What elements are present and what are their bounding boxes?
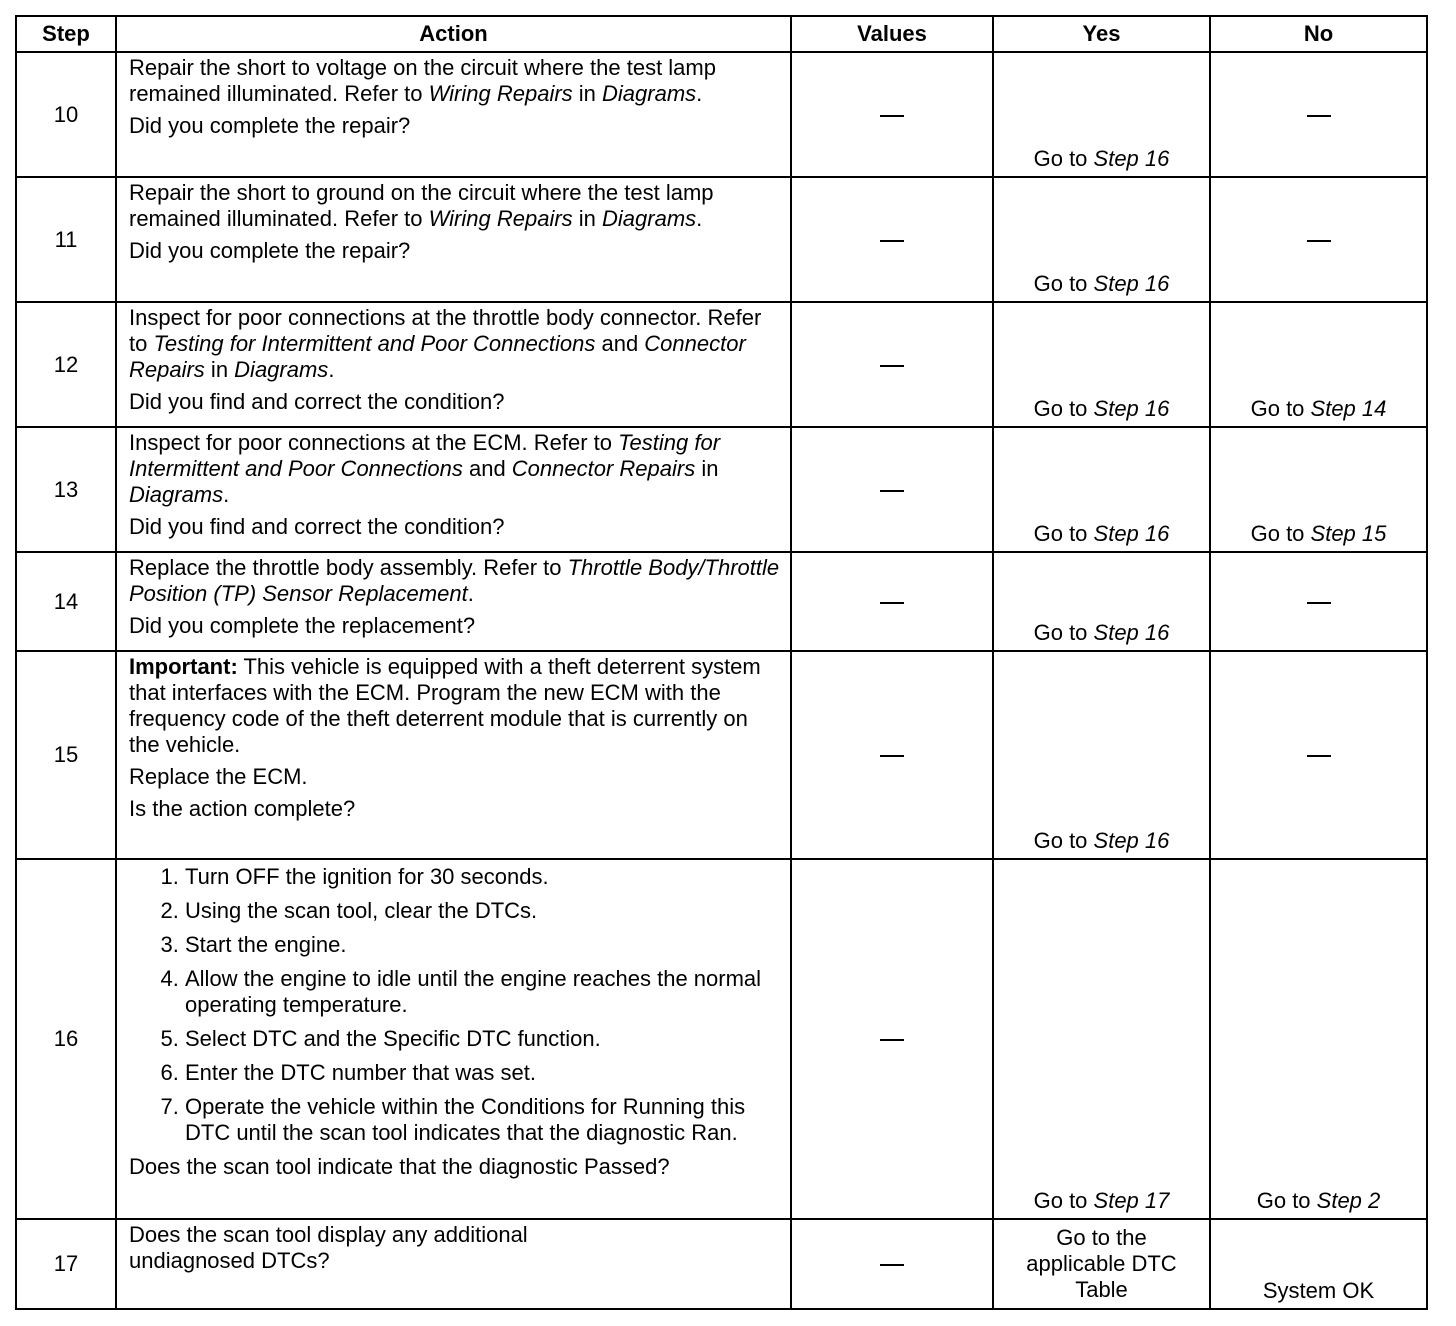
dash-mark (880, 602, 904, 604)
no-cell (1210, 552, 1427, 651)
yes-cell: Go to Step 16 (993, 651, 1210, 859)
action-question: Did you complete the repair? (129, 238, 411, 263)
values-cell (791, 859, 993, 1219)
dash-mark (1307, 115, 1331, 117)
step-number: 10 (16, 52, 116, 177)
action-cell (116, 651, 791, 859)
no-cell: Go to Step 14 (1210, 302, 1427, 427)
table-row-step-10 (16, 52, 1427, 177)
step-number: 17 (16, 1219, 116, 1309)
yes-cell: Go to Step 17 (993, 859, 1210, 1219)
action-cell (116, 302, 791, 427)
header-step: Step (16, 16, 116, 52)
list-item: 4. Allow the engine to idle until the engine reaches the normal operating temperature. (185, 966, 780, 1018)
no-cell: Go to Step 15 (1210, 427, 1427, 552)
action-text: Replace the throttle body assembly. Refer to Throttle Body/Throttle Position (TP) Sensor Replacement. (129, 555, 780, 606)
table-row-step-16 (16, 859, 1427, 1219)
values-cell (791, 177, 993, 302)
header-no: No (1210, 16, 1427, 52)
action-text: Repair the short to ground on the circuit where the test lamp remained illuminated. Refer to Wiring Repairs in Diagrams. (129, 180, 714, 231)
values-cell (791, 427, 993, 552)
step-number: 14 (16, 552, 116, 651)
important-note: Important: This vehicle is equipped with a theft deterrent system that interfaces with the ECM. Program the new ECM with the frequency code of the theft deterrent module that is currently on the vehicle. (129, 654, 761, 757)
important-label: Important: (129, 654, 238, 679)
no-cell (1210, 52, 1427, 177)
no-cell: Go to Step 2 (1210, 859, 1427, 1219)
step-number: 13 (16, 427, 116, 552)
action-cell (116, 1219, 791, 1309)
list-item: 5. Select DTC and the Specific DTC function. (185, 1026, 780, 1052)
action-question: Did you complete the repair? (129, 113, 411, 138)
action-question: Did you complete the replacement? (129, 613, 476, 638)
dash-mark (880, 1264, 904, 1266)
values-cell (791, 52, 993, 177)
table-row-step-12 (16, 302, 1427, 427)
yes-cell: Go to Step 16 (993, 52, 1210, 177)
dash-mark (1307, 602, 1331, 604)
yes-cell: Go to Step 16 (993, 177, 1210, 302)
values-cell (791, 552, 993, 651)
header-yes: Yes (993, 16, 1210, 52)
action-question: Is the action complete? (129, 796, 356, 821)
dash-mark (1307, 755, 1331, 757)
no-cell: System OK (1210, 1219, 1427, 1309)
dash-mark (880, 115, 904, 117)
step-number: 11 (16, 177, 116, 302)
no-cell (1210, 651, 1427, 859)
yes-cell: Go to the applicable DTC Table (993, 1219, 1210, 1309)
table-row-step-11 (16, 177, 1427, 302)
dash-mark (880, 755, 904, 757)
list-item: 6. Enter the DTC number that was set. (185, 1060, 780, 1086)
action-cell (116, 52, 791, 177)
step-number: 15 (16, 651, 116, 859)
action-cell (116, 427, 791, 552)
no-cell (1210, 177, 1427, 302)
table-row-step-13 (16, 427, 1427, 552)
yes-cell: Go to Step 16 (993, 427, 1210, 552)
dash-mark (880, 240, 904, 242)
action-text: Inspect for poor connections at the ECM. Refer to Testing for Intermittent and Poor Connections and Connector Repairs in Diagrams. (129, 430, 721, 507)
step-number: 12 (16, 302, 116, 427)
action-cell (116, 859, 791, 1219)
list-item: 7. Operate the vehicle within the Conditions for Running this DTC until the scan tool indicates that the diagnostic Ran. (185, 1094, 780, 1146)
action-cell (116, 177, 791, 302)
values-cell (791, 651, 993, 859)
yes-cell: Go to Step 16 (993, 302, 1210, 427)
action-question: Does the scan tool display any additional undiagnosed DTCs? (129, 1222, 528, 1273)
action-question: Does the scan tool indicate that the diagnostic Passed? (129, 1154, 670, 1179)
table-row-step-17 (16, 1219, 1427, 1309)
action-cell (116, 552, 791, 651)
list-item: 2. Using the scan tool, clear the DTCs. (185, 898, 780, 924)
yes-cell: Go to Step 16 (993, 552, 1210, 651)
action-text: Inspect for poor connections at the throttle body connector. Refer to Testing for Intermittent and Poor Connections and Connector Repairs in Diagrams. (129, 305, 762, 382)
list-item: 1. Turn OFF the ignition for 30 seconds. (185, 864, 780, 890)
dash-mark (880, 365, 904, 367)
header-values: Values (791, 16, 993, 52)
values-cell (791, 302, 993, 427)
action-question: Did you find and correct the condition? (129, 514, 505, 539)
action-text: Replace the ECM. (129, 764, 308, 789)
values-cell (791, 1219, 993, 1309)
action-text: Repair the short to voltage on the circuit where the test lamp remained illuminated. Refer to Wiring Repairs in Diagrams. (129, 55, 716, 106)
table-row-step-15 (16, 651, 1427, 859)
dash-mark (880, 1039, 904, 1041)
table-row-step-14 (16, 552, 1427, 651)
header-action: Action (116, 16, 791, 52)
dash-mark (1307, 240, 1331, 242)
list-item: 3. Start the engine. (185, 932, 780, 958)
action-question: Did you find and correct the condition? (129, 389, 505, 414)
procedure-list (129, 864, 780, 1146)
step-number: 16 (16, 859, 116, 1219)
header-row (16, 16, 1427, 52)
dash-mark (880, 490, 904, 492)
diagnostic-table (15, 15, 1428, 1310)
